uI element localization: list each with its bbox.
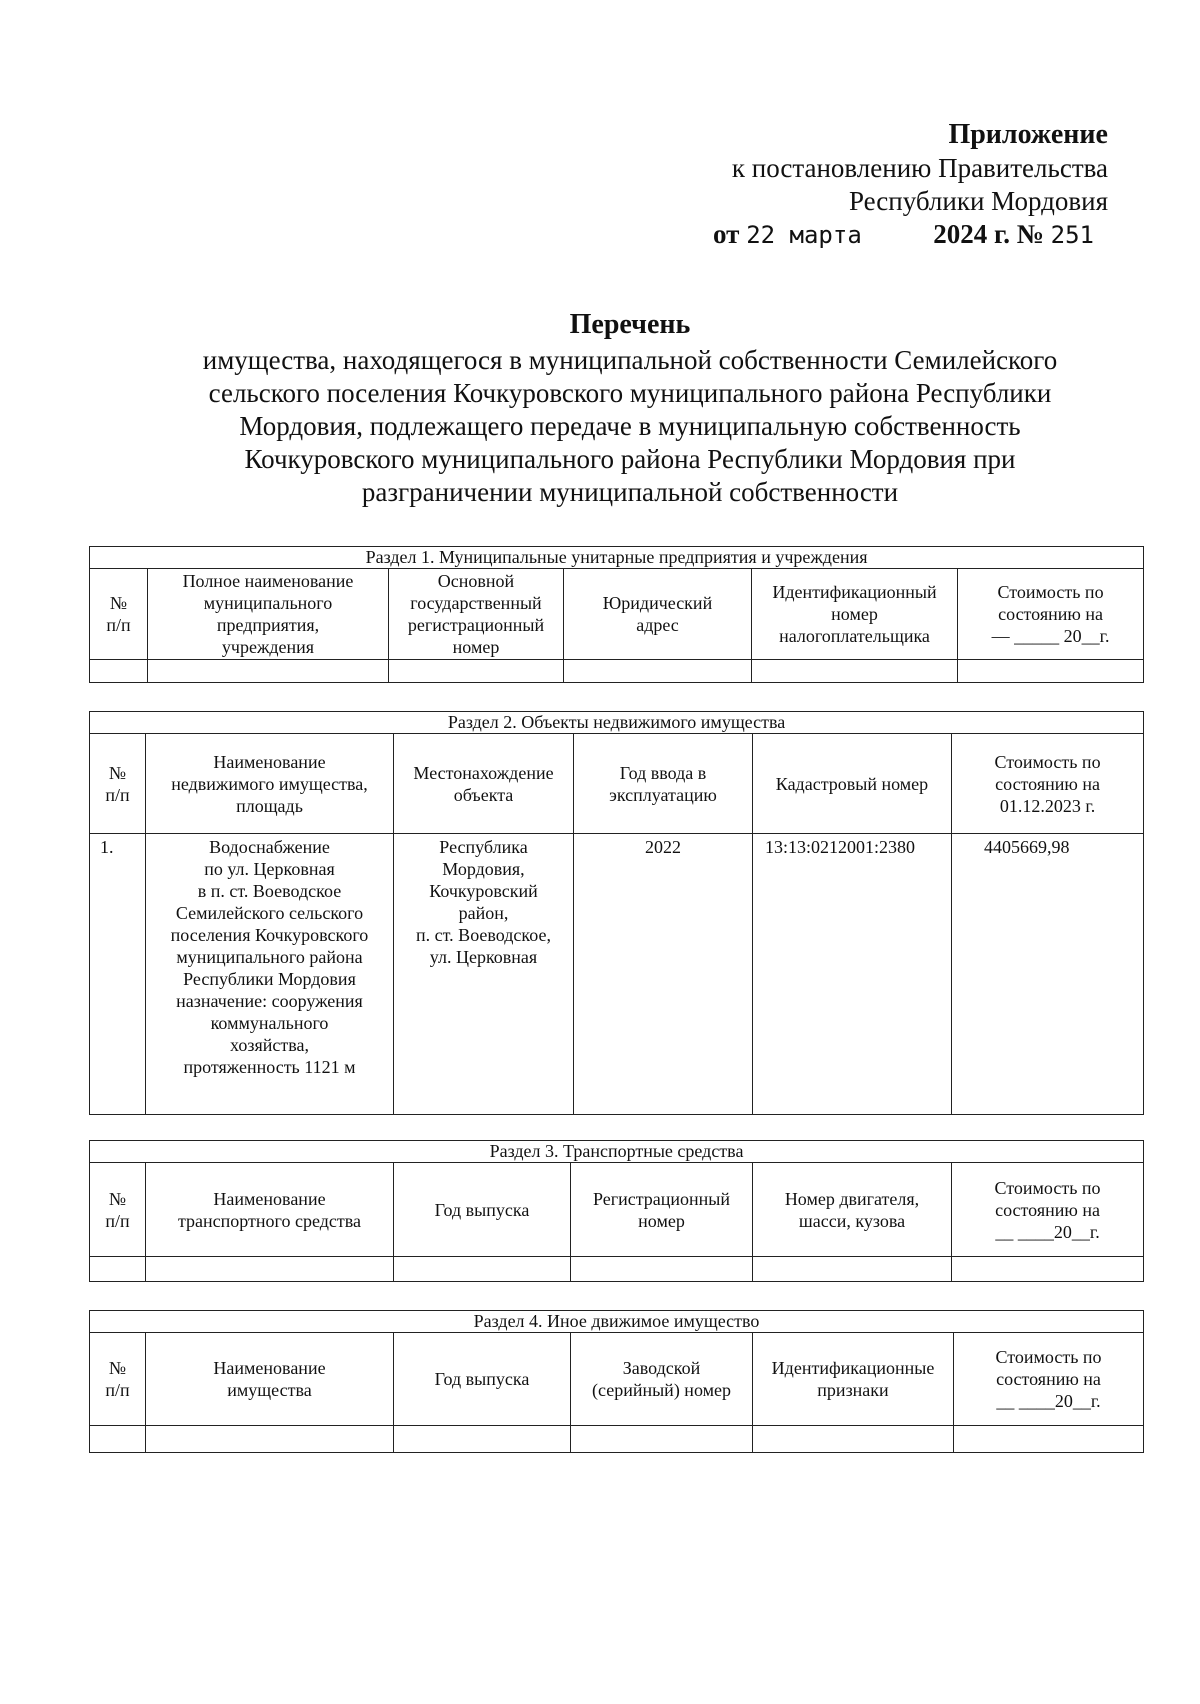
header-cell: Наименование имущества bbox=[146, 1333, 394, 1426]
section-4-caption: Раздел 4. Иное движимое имущество bbox=[90, 1311, 1144, 1333]
section-2-caption: Раздел 2. Объекты недвижимого имущества bbox=[90, 712, 1144, 734]
table-row bbox=[90, 834, 1144, 1115]
empty-cell bbox=[954, 1426, 1144, 1453]
header-cell: Стоимость по состоянию на __ ____20__г. bbox=[952, 1163, 1144, 1257]
appendix-title: Приложение bbox=[948, 119, 1108, 150]
header-cell: Стоимость по состоянию на 01.12.2023 г. bbox=[952, 734, 1144, 834]
header-cell: Основной государственный регистрационный номер bbox=[389, 569, 564, 660]
header-cell: № п/п bbox=[90, 569, 148, 660]
header-cell: Номер двигателя, шасси, кузова bbox=[753, 1163, 952, 1257]
empty-cell bbox=[958, 660, 1144, 683]
heading-line: имущества, находящегося в муниципальной собственности Семилейского bbox=[202, 345, 1058, 375]
header-cell: Наименование недвижимого имущества, площадь bbox=[146, 734, 394, 834]
header-cell: Стоимость по состоянию на — _____ 20__г. bbox=[958, 569, 1144, 660]
heading-line: Кочкуровского муниципального района Республики Мордовия при bbox=[244, 444, 1016, 474]
header-cell: Заводской (серийный) номер bbox=[571, 1333, 753, 1426]
appendix-line-2: Республики Мордовия bbox=[848, 186, 1108, 216]
date-year: 2024 г. № bbox=[933, 219, 1044, 249]
header-cell: Юридический адрес bbox=[564, 569, 752, 660]
document-heading bbox=[140, 308, 1120, 509]
header-cell: Стоимость по состоянию на __ ____20__г. bbox=[954, 1333, 1144, 1426]
header-cell: Кадастровый номер bbox=[753, 734, 952, 834]
empty-cell bbox=[571, 1257, 753, 1282]
property-name: Водоснабжение по ул. Церковная в п. ст. Воеводское Семилейского сельского поселения Кочкуровского муниципального района Республики Мордовия назначение: сооружения коммунального хозяйства, протяженность 1121 м bbox=[146, 834, 394, 1115]
header-cell: Местонахождение объекта bbox=[394, 734, 574, 834]
heading-line: разграничении муниципальной собственности bbox=[361, 477, 899, 507]
header-cell: № п/п bbox=[90, 1333, 146, 1426]
commissioning-year: 2022 bbox=[574, 834, 753, 1115]
header-cell: Идентификационный номер налогоплательщика bbox=[752, 569, 958, 660]
section-2-table bbox=[89, 711, 1144, 1115]
section-1-caption: Раздел 1. Муниципальные унитарные предприятия и учреждения bbox=[90, 547, 1144, 569]
header-cell: Регистрационный номер bbox=[571, 1163, 753, 1257]
empty-cell bbox=[90, 1426, 146, 1453]
section-1-table bbox=[89, 546, 1144, 683]
header-cell: Идентификационные признаки bbox=[753, 1333, 954, 1426]
section-3-caption: Раздел 3. Транспортные средства bbox=[90, 1141, 1144, 1163]
header-cell: Год выпуска bbox=[394, 1333, 571, 1426]
row-number: 1. bbox=[90, 834, 146, 1115]
empty-cell bbox=[389, 660, 564, 683]
header-cell: Год выпуска bbox=[394, 1163, 571, 1257]
header-cell: Полное наименование муниципального предприятия, учреждения bbox=[148, 569, 389, 660]
header-cell: Год ввода в эксплуатацию bbox=[574, 734, 753, 834]
heading-line: сельского поселения Кочкуровского муниципального района Республики bbox=[208, 378, 1052, 408]
empty-cell bbox=[952, 1257, 1144, 1282]
date-day-month: 22 марта bbox=[746, 221, 862, 249]
empty-cell bbox=[753, 1257, 952, 1282]
appendix-date-line bbox=[608, 218, 1108, 252]
section-4-table bbox=[89, 1310, 1144, 1453]
empty-cell bbox=[90, 1257, 146, 1282]
empty-cell bbox=[564, 660, 752, 683]
empty-cell bbox=[753, 1426, 954, 1453]
header-cell: № п/п bbox=[90, 1163, 146, 1257]
empty-cell bbox=[146, 1257, 394, 1282]
header-cell: № п/п bbox=[90, 734, 146, 834]
property-location: Республика Мордовия, Кочкуровский район, п. ст. Воеводское, ул. Церковная bbox=[394, 834, 574, 1115]
appendix-block bbox=[608, 118, 1108, 252]
document-number: 251 bbox=[1050, 221, 1094, 249]
empty-cell bbox=[394, 1426, 571, 1453]
property-value: 4405669,98 bbox=[952, 834, 1144, 1115]
empty-cell bbox=[394, 1257, 571, 1282]
date-prefix: от bbox=[713, 219, 740, 249]
appendix-line-1: к постановлению Правительства bbox=[731, 153, 1108, 183]
empty-cell bbox=[146, 1426, 394, 1453]
cadastral-number: 13:13:0212001:2380 bbox=[753, 834, 952, 1115]
header-cell: Наименование транспортного средства bbox=[146, 1163, 394, 1257]
empty-cell bbox=[90, 660, 148, 683]
heading-line: Мордовия, подлежащего передаче в муниципальную собственность bbox=[239, 411, 1021, 441]
section-3-table bbox=[89, 1140, 1144, 1282]
heading-title: Перечень bbox=[569, 309, 691, 340]
empty-cell bbox=[571, 1426, 753, 1453]
empty-cell bbox=[148, 660, 389, 683]
empty-cell bbox=[752, 660, 958, 683]
